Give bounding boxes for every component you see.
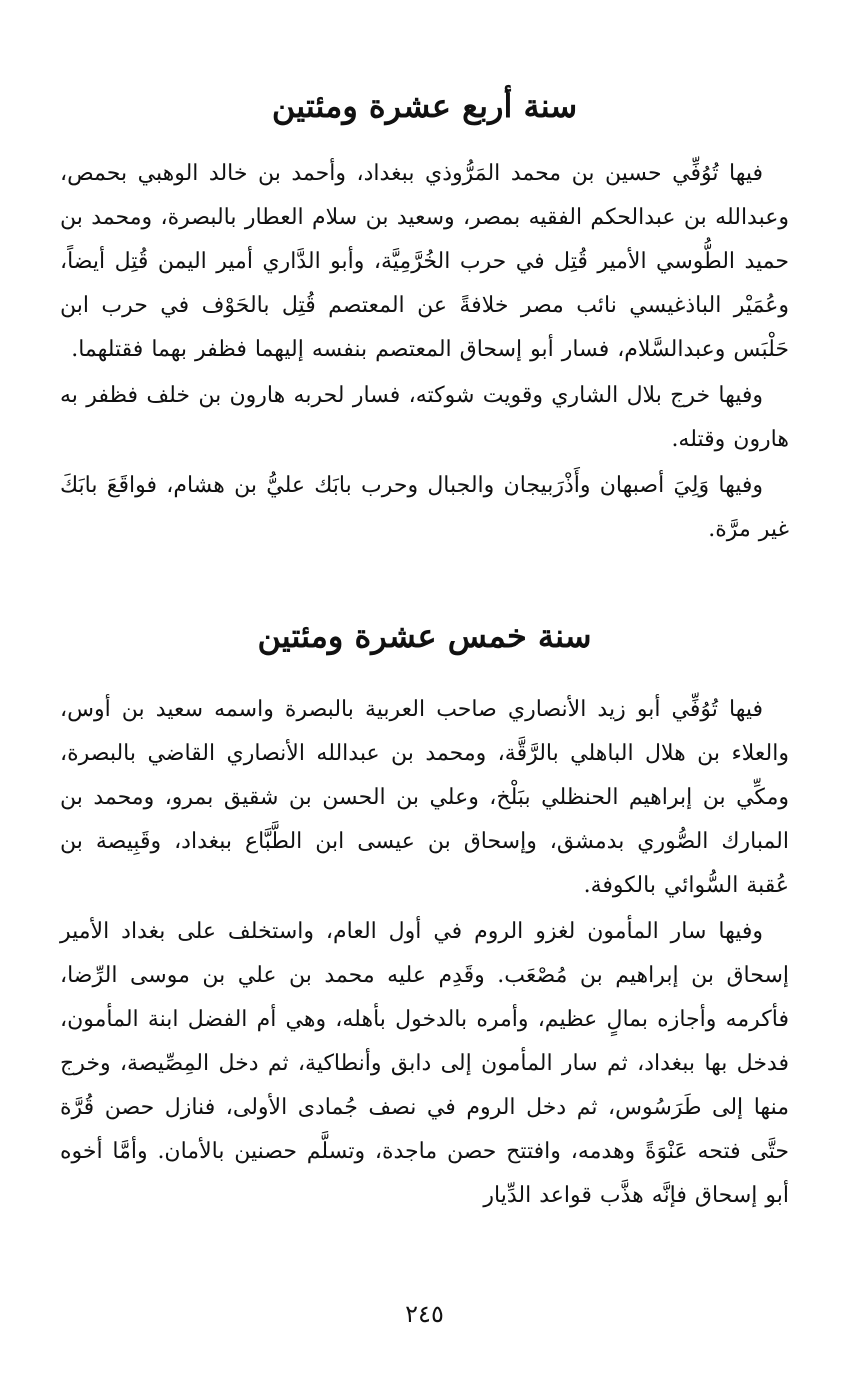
- paragraph-mamun-campaign: وفيها سار المأمون لغزو الروم في أول العام، واستخلف على بغداد الأمير إسحاق بن إبراهيم بن مُصْعَب. وقَدِم عليه محمد بن علي بن موسى الرِّضا، فأكرمه وأجازه بمالٍ عظيم، وأمره بالدخول بأهله، وهي أم الفضل ابنة المأمون، فدخل بها ببغداد، ثم سار المأمون إلى دابق وأنطاكية، ثم دخل المِصِّيصة، وخرج منها إلى طَرَسُوس، ثم دخل الروم في نصف جُمادى الأولى، فنازل حصن قُرَّة حتَّى فتحه عَنْوَةً وهدمه، وافتتح حصن ماجدة، وتسلَّم حصنين بالأمان. وأمَّا أخوه أبو إسحاق فإنَّه هذَّب قواعد الدِّيار: [60, 919, 789, 1208]
- paragraph-deaths-215: فيها تُوُفِّي أبو زيد الأنصاري صاحب العربية بالبصرة واسمه سعيد بن أوس، والعلاء بن هلال الباهلي بالرَّقَّة، ومحمد بن عبدالله الأنصاري القاضي بالبصرة، ومكِّي بن إبراهيم الحنظلي ببَلْخ، وعلي بن الحسن بن شقيق بمرو، ومحمد بن المبارك الصُّوري بدمشق، وإسحاق بن عيسى ابن الطَّبَّاع ببغداد، وقَبِيصة بن عُقبة السُّوائي بالكوفة.: [60, 697, 789, 898]
- section-heading-215: سنة خمس عشرة ومئتين: [257, 617, 592, 655]
- page-number: ٢٤٥: [405, 1300, 444, 1328]
- section-body-214: [60, 152, 789, 552]
- paragraph-ali-bin-hisham: وفيها وَلِيَ أصبهان وأَذْرَبيجان والجبال وحرب بابَك عليُّ بن هشام، فواقَعَ بابَكَ غير مرَّة.: [60, 473, 789, 542]
- paragraph-bilal-revolt: وفيها خرج بلال الشاري وقويت شوكته، فسار لحربه هارون بن خلف فظفر به هارون وقتله.: [60, 383, 789, 452]
- section-heading-214: سنة أربع عشرة ومئتين: [271, 87, 578, 125]
- paragraph-deaths-214: فيها تُوُفِّي حسين بن محمد المَرُّوذي ببغداد، وأحمد بن خالد الوهبي بحمص، وعبدالله بن عبدالحكم الفقيه بمصر، وسعيد بن سلام العطار بالبصرة، ومحمد بن حميد الطُّوسي الأمير قُتِل في حرب الخُرَّمِيَّة، وأبو الدَّاري أمير اليمن قُتِل أيضاً، وعُمَيْر الباذغيسي نائب مصر خلافةً عن المعتصم قُتِل بالحَوْف في حرب ابن حَلْبَس وعبدالسَّلام، فسار أبو إسحاق المعتصم بنفسه إليهما فظفر بهما فقتلهما.: [60, 161, 789, 362]
- section-body-215: [60, 688, 789, 1218]
